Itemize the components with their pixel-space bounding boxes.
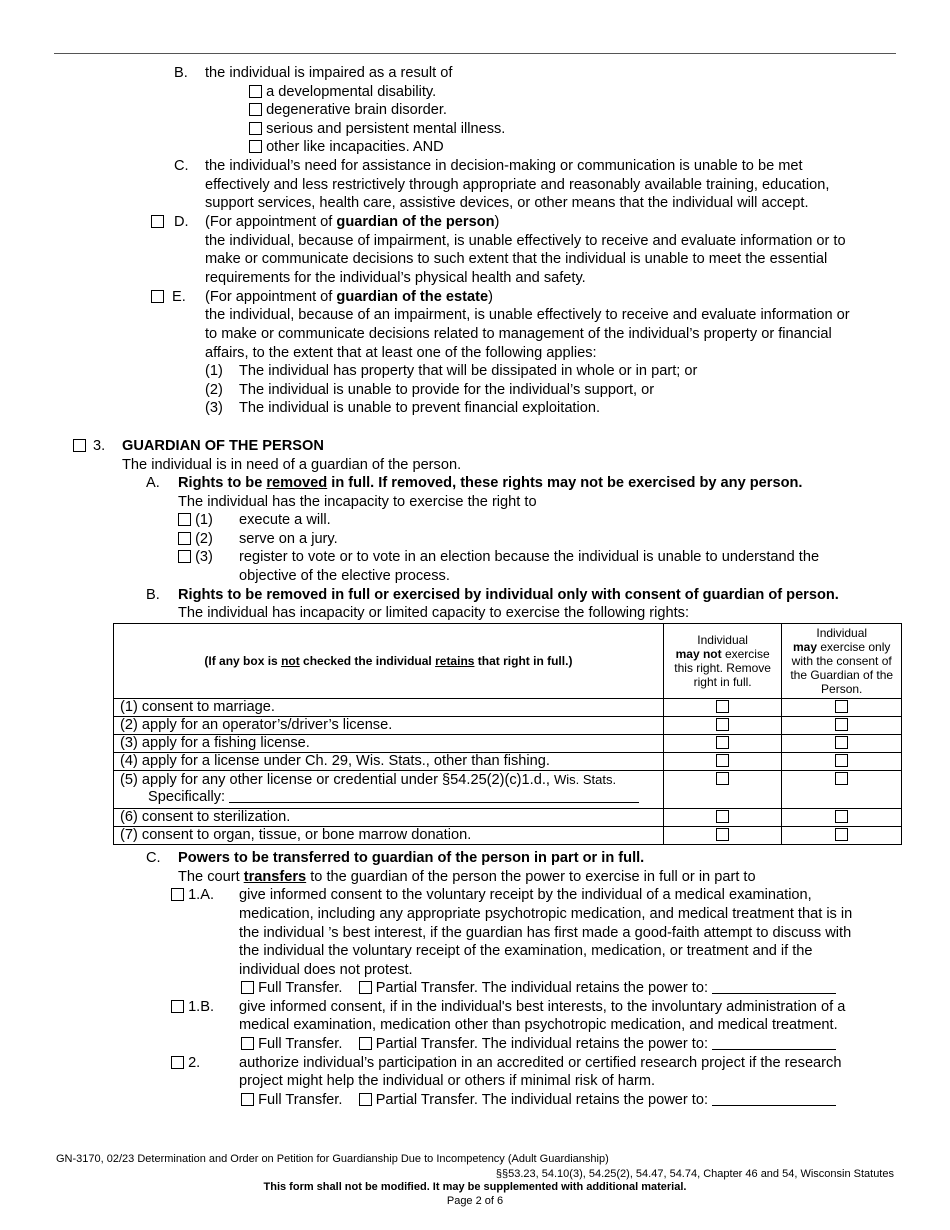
checkbox[interactable] [171, 1000, 184, 1013]
option-label: other like incapacities. AND [266, 139, 444, 155]
specify-field[interactable] [229, 789, 639, 803]
section3-checkbox-row[interactable] [73, 437, 86, 455]
item-2e-num: (2) [205, 382, 223, 398]
checkbox[interactable] [151, 290, 164, 303]
right-name: (1) consent to marriage. [114, 699, 664, 717]
option-developmental[interactable] [249, 83, 436, 101]
consent-cell[interactable] [782, 753, 902, 771]
partial-transfer-label: Partial Transfer. The individual retains the power to: [375, 1036, 709, 1052]
checkbox[interactable] [716, 718, 729, 731]
remove-cell[interactable] [663, 809, 782, 827]
item-3c-label: C. [146, 850, 161, 866]
item-3a-intro: The individual has the incapacity to exercise the right to [178, 494, 537, 510]
table-header-note: (If any box is not checked the individual retains that right in full.) [114, 624, 664, 699]
item-2b-label: B. [174, 65, 188, 81]
power-text: the individual the voluntary receipt of the examination, medication, or treatment and if the [239, 943, 813, 959]
option-label: serious and persistent mental illness. [266, 121, 506, 137]
table-row [114, 771, 902, 809]
checkbox[interactable] [835, 828, 848, 841]
checkbox[interactable] [171, 1056, 184, 1069]
right-num: (1) [195, 512, 213, 528]
item-2d-label: D. [174, 214, 189, 230]
right-name: (4) apply for a license under Ch. 29, Wis. Stats., other than fishing. [114, 753, 664, 771]
item-2d-line: the individual, because of impairment, is unable effectively to receive and evaluate information or to [205, 233, 846, 249]
consent-cell[interactable] [782, 735, 902, 753]
full-transfer-checkbox[interactable] [241, 1037, 254, 1050]
retained-power-field[interactable] [712, 1036, 836, 1050]
transfer-options [241, 979, 836, 997]
checkbox[interactable] [171, 888, 184, 901]
item-2d-checkbox-row[interactable] [151, 213, 164, 231]
checkbox[interactable] [835, 810, 848, 823]
option-other[interactable] [249, 138, 444, 156]
power-num: 2. [188, 1055, 201, 1071]
item-2e-text: The individual is unable to prevent financial exploitation. [239, 400, 601, 416]
partial-transfer-checkbox[interactable] [359, 1037, 372, 1050]
item-2e-label: E. [172, 289, 186, 305]
consent-cell[interactable] [782, 827, 902, 845]
item-2e-line: affairs, to the extent that at least one of the following applies: [205, 345, 597, 361]
power-num: 1.A. [188, 887, 215, 903]
transfer-options [241, 1035, 836, 1053]
checkbox[interactable] [716, 828, 729, 841]
checkbox[interactable] [249, 85, 262, 98]
item-2c-label: C. [174, 158, 189, 174]
right-name: (7) consent to organ, tissue, or bone marrow donation. [114, 827, 664, 845]
section3-title: GUARDIAN OF THE PERSON [122, 438, 324, 454]
section3-number: 3. [93, 438, 106, 454]
item-2d-line: requirements for the individual’s physical health and safety. [205, 270, 586, 286]
rights-table [113, 623, 902, 845]
column-header-consent: Individual may exercise only with the consent of the Guardian of the Person. [782, 624, 902, 699]
transfer-options [241, 1091, 836, 1109]
right-text: objective of the elective process. [239, 568, 450, 584]
consent-cell[interactable] [782, 809, 902, 827]
item-2b-intro: the individual is impaired as a result of [205, 65, 453, 81]
right-name-other: (5) apply for any other license or credential under §54.25(2)(c)1.d., Wis. Stats. Specifically: [114, 771, 664, 809]
item-2d-line: make or communicate decisions to such extent that the individual is unable to meet the essential [205, 251, 828, 267]
power-num: 1.B. [188, 999, 215, 1015]
item-3a-heading: Rights to be removed in full. If removed, these rights may not be exercised by any person. [178, 475, 803, 491]
remove-cell[interactable] [663, 771, 782, 809]
power-text: give informed consent to the voluntary receipt by the individual of a medical examination, [239, 887, 812, 903]
consent-cell[interactable] [782, 771, 902, 809]
checkbox[interactable] [716, 810, 729, 823]
item-2e-text: The individual is unable to provide for the individual’s support, or [239, 382, 655, 398]
item-2e-line: the individual, because of an impairment, is unable effectively to receive and evaluate information or [205, 307, 850, 323]
power-text: medical examination, medication other than psychotropic medication, and medical treatment. [239, 1017, 838, 1033]
right-name: (6) consent to sterilization. [114, 809, 664, 827]
item-2e-checkbox-row[interactable] [151, 288, 164, 306]
option-label: degenerative brain disorder. [266, 102, 447, 118]
power-text: give informed consent, if in the individual's best interests, to the involuntary administration of a [239, 999, 846, 1015]
power-text: individual does not protest. [239, 962, 413, 978]
consent-cell[interactable] [782, 717, 902, 735]
item-2c-line: effectively and less restrictively through appropriate and reasonably available training, education, [205, 177, 830, 193]
option-mental-illness[interactable] [249, 120, 505, 138]
item-3b-intro: The individual has incapacity or limited capacity to exercise the following rights: [178, 605, 690, 621]
remove-cell[interactable] [663, 827, 782, 845]
checkbox[interactable] [835, 718, 848, 731]
checkbox[interactable] [73, 439, 86, 452]
power-text: the individual ’s best interest, if the guardian has first made a good-faith attempt to discuss with [239, 925, 852, 941]
right-name: (3) apply for a fishing license. [114, 735, 664, 753]
full-transfer-label: Full Transfer. [258, 1092, 343, 1108]
item-2e-line: to make or communicate decisions related to management of the individual’s property or financial [205, 326, 832, 342]
right-name: (2) apply for an operator’s/driver’s license. [114, 717, 664, 735]
item-2e-num: (3) [205, 400, 223, 416]
checkbox[interactable] [835, 700, 848, 713]
table-row [114, 717, 902, 735]
full-transfer-label: Full Transfer. [258, 1036, 343, 1052]
table-row [114, 753, 902, 771]
checkbox[interactable] [151, 215, 164, 228]
table-row [114, 699, 902, 717]
power-text: medication, including any appropriate psychotropic medication, and medical treatment that is in [239, 906, 853, 922]
column-header-remove: Individual may not exercise this right. Remove right in full. [663, 624, 782, 699]
item-2e-text: The individual has property that will be dissipated in whole or in part; or [239, 363, 698, 379]
right-text: execute a will. [239, 512, 331, 528]
checkbox[interactable] [249, 103, 262, 116]
checkbox[interactable] [835, 754, 848, 767]
item-2d-heading: (For appointment of guardian of the person) [205, 214, 500, 230]
remove-cell[interactable] [663, 699, 782, 717]
full-transfer-checkbox[interactable] [241, 1093, 254, 1106]
checkbox[interactable] [716, 754, 729, 767]
item-3a-label: A. [146, 475, 160, 491]
table-row [114, 827, 902, 845]
remove-cell[interactable] [663, 753, 782, 771]
remove-cell[interactable] [663, 717, 782, 735]
footer-statutes: §§53.23, 54.10(3), 54.25(2), 54.47, 54.74, Chapter 46 and 54, Wisconsin Statutes [495, 1168, 894, 1180]
partial-transfer-checkbox[interactable] [359, 1093, 372, 1106]
checkbox[interactable] [178, 550, 191, 563]
checkbox[interactable] [178, 513, 191, 526]
table-row [114, 809, 902, 827]
checkbox[interactable] [716, 736, 729, 749]
checkbox[interactable] [835, 772, 848, 785]
item-3b-heading: Rights to be removed in full or exercised by individual only with consent of guardian of person. [178, 587, 839, 603]
option-label: a developmental disability. [266, 84, 437, 100]
retained-power-field[interactable] [712, 980, 836, 994]
right-row[interactable] [178, 511, 213, 529]
partial-transfer-label: Partial Transfer. The individual retains the power to: [375, 980, 709, 996]
item-2c-line: support services, health care, assistive devices, or other means that the individual will accept. [205, 195, 809, 211]
footer-notice: This form shall not be modified. It may be supplemented with additional material. [263, 1181, 687, 1193]
checkbox[interactable] [249, 122, 262, 135]
checkbox[interactable] [249, 140, 262, 153]
power-1a-row[interactable] [171, 886, 214, 904]
remove-cell[interactable] [663, 735, 782, 753]
full-transfer-label: Full Transfer. [258, 980, 343, 996]
power-text: project might help the individual or others if minimal risk of harm. [239, 1073, 656, 1089]
section3-intro: The individual is in need of a guardian of the person. [122, 457, 462, 473]
item-2e-heading: (For appointment of guardian of the estate) [205, 289, 493, 305]
item-3b-label: B. [146, 587, 160, 603]
power-text: authorize individual’s participation in an accredited or certified research project if the research [239, 1055, 842, 1071]
item-2e-num: (1) [205, 363, 223, 379]
checkbox[interactable] [716, 700, 729, 713]
right-row[interactable] [178, 530, 213, 548]
retained-power-field[interactable] [712, 1092, 836, 1106]
footer-form-id: GN-3170, 02/23 Determination and Order on Petition for Guardianship Due to Incompetency (Adult Guardianship) [56, 1153, 609, 1165]
checkbox[interactable] [835, 736, 848, 749]
header-rule [54, 53, 896, 54]
right-num: (2) [195, 531, 213, 547]
item-3c-intro: The court transfers to the guardian of the person the power to exercise in full or in part to [178, 869, 756, 885]
power-2-row[interactable] [171, 1054, 200, 1072]
option-degenerative[interactable] [249, 101, 447, 119]
consent-cell[interactable] [782, 699, 902, 717]
partial-transfer-checkbox[interactable] [359, 981, 372, 994]
item-3c-heading: Powers to be transferred to guardian of the person in part or in full. [178, 850, 645, 866]
item-2c-line: the individual’s need for assistance in decision-making or communication is unable to be met [205, 158, 803, 174]
right-row[interactable] [178, 548, 213, 566]
table-row [114, 735, 902, 753]
partial-transfer-label: Partial Transfer. The individual retains the power to: [375, 1092, 709, 1108]
right-text: serve on a jury. [239, 531, 338, 547]
power-1b-row[interactable] [171, 998, 214, 1016]
checkbox[interactable] [178, 532, 191, 545]
page-number: Page 2 of 6 [446, 1195, 504, 1207]
checkbox[interactable] [716, 772, 729, 785]
full-transfer-checkbox[interactable] [241, 981, 254, 994]
right-num: (3) [195, 549, 213, 565]
right-text: register to vote or to vote in an election because the individual is unable to understand the [239, 549, 820, 565]
table-header-row [114, 624, 902, 699]
